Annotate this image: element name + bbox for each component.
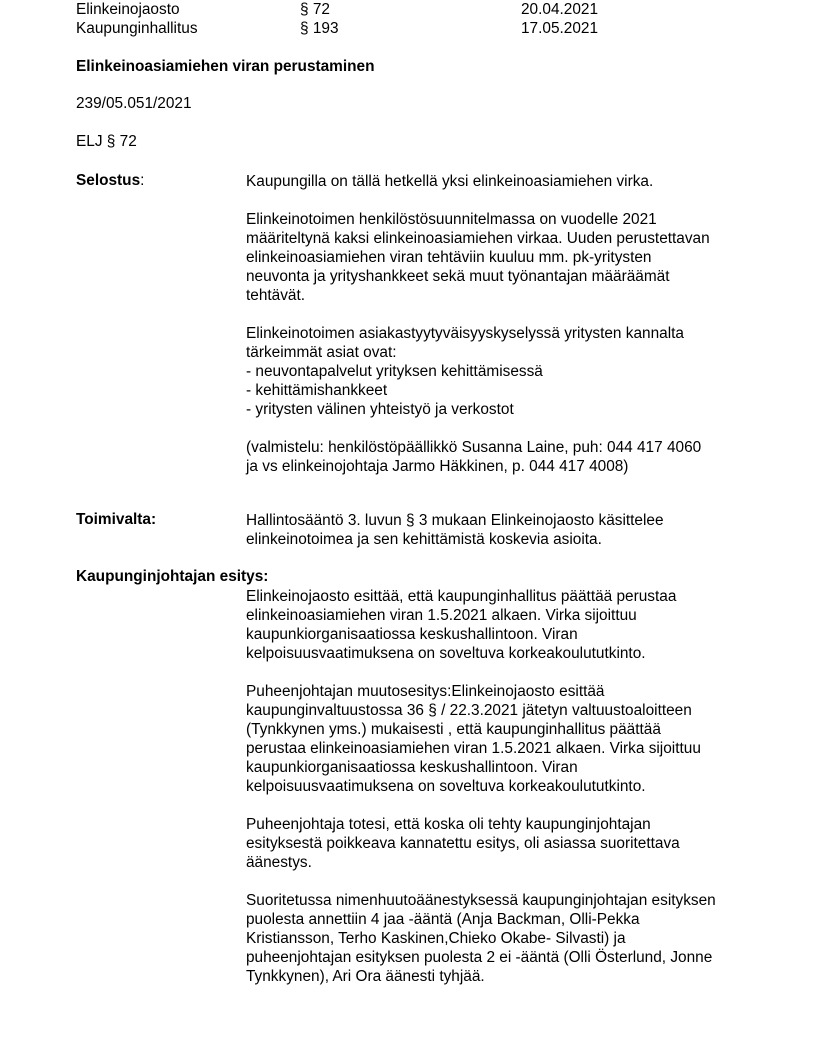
header-date-2: 17.05.2021 [521, 20, 599, 37]
selostus-label [76, 172, 144, 190]
toimivalta-text: Hallintosääntö 3. luvun § 3 mukaan Elinkeinojaosto käsittelee elinkeinotoimea ja sen kehittämistä koskevia asioita. [246, 512, 664, 548]
esitys-paragraph-1: Elinkeinojaosto esittää, että kaupunginhallitus päättää perustaa elinkeinoasiamiehen viran 1.5.2021 alkaen. Virka sijoittuu kaupunkiorganisaatiossa keskushallintoon. Viran kelpoisuusvaatimuksena on soveltuva korkeakoulututkinto. [246, 588, 677, 662]
selostus-body [246, 172, 786, 476]
elj-reference: ELJ § 72 [76, 133, 137, 150]
reference-number: 239/05.051/2021 [76, 95, 192, 112]
selostus-label-text: Selostus [76, 172, 141, 189]
esitys-body [246, 587, 786, 986]
document-title: Elinkeinoasiamiehen viran perustaminen [76, 58, 375, 75]
esitys-label: Kaupunginjohtajan esitys: [76, 568, 269, 585]
header-section-2: § 193 [300, 20, 339, 37]
header-body-2: Kaupunginhallitus [76, 20, 198, 37]
esitys-paragraph-2: Puheenjohtajan muutosesitys:Elinkeinojaosto esittää kaupunginvaltuustossa 36 § / 22.3.2021 jätetyn valtuustoaloitteen (Tynkkynen yms.) mukaisesti , että kaupunginhallitus päättää perustaa elinkeinoasiamiehen viran 1.5.2021 alkaen. Virka sijoittuu kaupunkiorganisaatiossa keskushallintoon. Viran kelpoisuusvaatimuksena on soveltuva korkeakoulututkinto. [246, 683, 701, 795]
selostus-paragraph-4: (valmistelu: henkilöstöpäällikkö Susanna Laine, puh: 044 417 4060 ja vs elinkeinojohtaja Jarmo Häkkinen, p. 044 417 4008) [246, 439, 702, 475]
header-date-1: 20.04.2021 [521, 1, 599, 18]
selostus-colon: : [140, 172, 145, 189]
header-section-1: § 72 [300, 1, 330, 18]
toimivalta-body [246, 511, 786, 549]
header-body-1: Elinkeinojaosto [76, 1, 180, 18]
toimivalta-label: Toimivalta: [76, 511, 157, 528]
esitys-paragraph-4: Suoritetussa nimenhuutoäänestyksessä kaupunginjohtajan esityksen puolesta annettiin 4 jaa -ääntä (Anja Backman, Olli-Pekka Kristiansson, Terho Kaskinen,Chieko Okabe- Silvasti) ja puheenjohtajan esityksen puolesta 2 ei -ääntä (Olli Österlund, Jonne Tynkkynen), Ari Ora äänesti tyhjää. [246, 892, 716, 985]
selostus-paragraph-3: Elinkeinotoimen asiakastyytyväisyyskyselyssä yritysten kannalta tärkeimmät asiat ovat: - neuvontapalvelut yrityksen kehittämisessä - kehittämishankkeet - yritysten välinen yhteistyö ja verkostot [246, 325, 684, 418]
esitys-paragraph-3: Puheenjohtaja totesi, että koska oli tehty kaupunginjohtajan esityksestä poikkeava kannatettu esitys, oli asiassa suoritettava äänestys. [246, 816, 680, 871]
selostus-paragraph-1: Kaupungilla on tällä hetkellä yksi elinkeinoasiamiehen virka. [246, 173, 654, 190]
selostus-paragraph-2: Elinkeinotoimen henkilöstösuunnitelmassa on vuodelle 2021 määriteltynä kaksi elinkeinoasiamiehen virkaa. Uuden perustettavan elinkeinoasiamiehen viran tehtäviin kuuluu mm. pk-yritysten neuvonta ja yrityshankkeet sekä muut työnantajan määräämät tehtävät. [246, 211, 710, 304]
